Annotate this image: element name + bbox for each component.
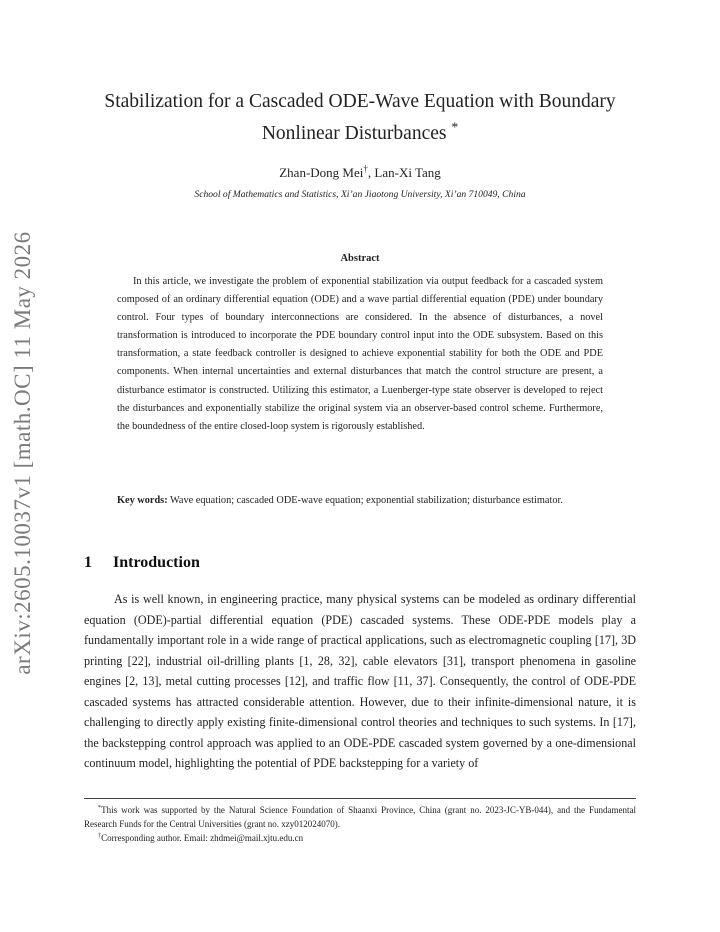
title-line-2-text: Nonlinear Disturbances: [261, 123, 447, 144]
author-name: Lan-Xi Tang: [374, 165, 441, 180]
title-line-2: [80, 118, 640, 150]
abstract-heading: Abstract: [340, 253, 380, 264]
keywords: [117, 492, 603, 510]
abstract-paragraph: In this article, we investigate the problem of exponential stabilization via output feedback for a cascaded system composed of an ordinary differential equation (ODE) and a wave partial differential equation (PDE) under boundary control. Four types of boundary interconnections are considered. In the absence of disturbances, a novel transformation is introduced to incorporate the PDE boundary control input into the ODE subsystem. Based on this transformation, a state feedback controller is designed to achieve exponential stability for both the ODE and PDE components. When internal uncertainties and external disturbances that match the control structure are present, a disturbance estimator is constructed. Utilizing this estimator, a Luenberger-type state observer is developed to reject the disturbances and exponentially stabilize the original system via an observer-based control scheme. Furthermore, the boundedness of the entire closed-loop system is rigorously established.: [117, 276, 603, 432]
author-list: Zhan-Dong Mei†, Lan-Xi Tang: [279, 163, 441, 180]
corresponding-author-mark: †: [363, 163, 368, 174]
footnote-mark: †: [98, 832, 102, 839]
author-name: Zhan-Dong Mei: [279, 165, 364, 180]
footnotes: [84, 803, 636, 845]
footnote-corresponding: [84, 831, 636, 845]
footnote-funding: [84, 803, 636, 831]
arxiv-identifier-stamp: [0, 231, 46, 675]
section-number: 1: [84, 554, 92, 571]
keywords-text: Wave equation; cascaded ODE-wave equation; exponential stabilization; disturbance estimator.: [170, 495, 563, 506]
footnote-mark: *: [98, 804, 102, 811]
paper-title: [80, 86, 640, 150]
introduction-body: [84, 589, 636, 774]
footnote-divider: [84, 798, 636, 799]
footnote-funding-text: This work was supported by the Natural Science Foundation of Shaanxi Province, China (grant no. 2023-JC-YB-044), and the Fundamental Research Funds for the Central Universities (grant no. xzy012024070).: [84, 805, 636, 829]
section-title: Introduction: [113, 554, 200, 571]
introduction-paragraph: As is well known, in engineering practice, many physical systems can be modeled as ordinary differential equation (ODE)-partial differential equation (PDE) cascaded systems. These ODE-PDE models play a fundamentally important role in a wide range of practical applications, such as electromagnetic coupling [17], 3D printing [22], industrial oil-drilling plants [1, 28, 32], cable elevators [31], transport phenomena in gasoline engines [2, 13], metal cutting processes [12], and traffic flow [11, 37]. Consequently, the control of ODE-PDE cascaded systems has attracted considerable attention. However, due to their infinite-dimensional nature, it is challenging to directly apply existing finite-dimensional control theories and techniques to such systems. In [17], the backstepping control approach was applied to an ODE-PDE cascaded system governed by a one-dimensional continuum model, highlighting the potential of PDE backstepping for a variety of: [84, 592, 636, 770]
title-line-1: Stabilization for a Cascaded ODE-Wave Equation with Boundary: [104, 91, 616, 112]
footnote-corresponding-text: Corresponding author. Email: zhdmei@mail.xjtu.edu.cn: [101, 833, 304, 843]
affiliation: School of Mathematics and Statistics, Xi’an Jiaotong University, Xi’an 710049, China: [194, 189, 526, 200]
title-footnote-mark: *: [451, 119, 459, 135]
arxiv-identifier-text: arXiv:2605.10037v1 [math.OC] 11 May 2026: [10, 231, 35, 675]
keywords-label: Key words:: [117, 495, 168, 506]
section-heading: [84, 554, 200, 572]
abstract-body: [117, 273, 603, 436]
